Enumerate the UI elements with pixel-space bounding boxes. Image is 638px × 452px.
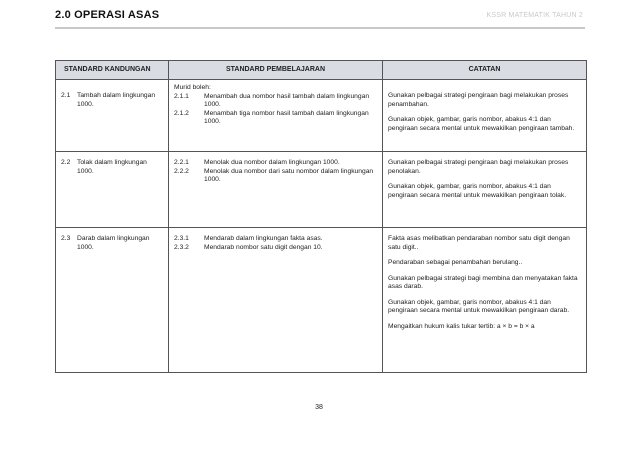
- standard-pembelajaran-cell: [169, 228, 383, 373]
- note-paragraph: Gunakan objek, gambar, garis nombor, abakus 4:1 dan pengiraan secara mental untuk mewakilkan pengiraan tolak.: [388, 183, 567, 199]
- learning-standard-text: Mendarab dalam lingkungan fakta asas.: [204, 235, 323, 242]
- note-paragraph: Mengaitkan hukum kalis tukar tertib: a × b = b × a: [388, 323, 535, 331]
- note-paragraph: Pendaraban sebagai penambahan berulang..: [388, 259, 523, 267]
- table-header-row: [56, 61, 587, 80]
- note-paragraph: Gunakan pelbagai strategi bagi membina dan menyatakan fakta asas darab.: [388, 274, 578, 291]
- standard-kandungan-cell: [56, 228, 169, 373]
- content-standard-number: 2.1: [61, 92, 71, 99]
- content-standard-text: Tolak dalam lingkungan 1000.: [77, 159, 147, 175]
- note-paragraph: Gunakan objek, gambar, garis nombor, abakus 4:1 dan pengiraan secara mental untuk mewakilkan pengiraan darab.: [388, 298, 570, 315]
- table-row: [56, 228, 587, 373]
- learning-standard-text: Menambah dua nombor hasil tambah dalam lingkungan 1000.: [204, 92, 370, 109]
- learning-standard-text: Menolak dua nombor dari satu nombor dalam lingkungan 1000.: [204, 167, 374, 184]
- note-paragraph: Gunakan pelbagai strategi pengiraan bagi melakukan proses penambahan.: [388, 92, 569, 108]
- standard-kandungan-cell: [56, 80, 169, 152]
- learning-standard-item: [174, 93, 377, 110]
- page-header: [55, 5, 583, 29]
- table-row: [56, 80, 587, 152]
- learning-standard-number: 2.2.1: [174, 159, 189, 166]
- content-standard-text: Tambah dalam lingkungan 1000.: [77, 92, 156, 108]
- note-paragraph: Fakta asas melibatkan pendaraban nombor satu digit dengan satu digit..: [388, 235, 570, 251]
- header-divider: [55, 27, 585, 29]
- learning-standard-number: 2.2.2: [174, 167, 189, 175]
- standard-pembelajaran-cell: [169, 80, 383, 152]
- note-paragraph: Gunakan objek, gambar, garis nombor, abakus 4:1 dan pengiraan secara mental untuk mewakilkan pengiraan tambah.: [388, 116, 575, 132]
- learning-standard-number: 2.3.2: [174, 243, 189, 251]
- learning-standard-text: Menolak dua nombor dalam lingkungan 1000.: [204, 159, 340, 166]
- learning-standard-number: 2.1.1: [174, 92, 189, 100]
- learning-standard-text: Mendarab nombor satu digit dengan 10.: [204, 243, 323, 251]
- learning-standard-item: [174, 235, 377, 244]
- table-row: [56, 152, 587, 228]
- learning-standard-item: [174, 168, 377, 185]
- column-header-standard-kandungan: STANDARD KANDUNGAN: [56, 61, 169, 80]
- content-standard-number: 2.3: [61, 235, 71, 242]
- section-title: 2.0 OPERASI ASAS: [55, 9, 160, 21]
- catatan-cell: [383, 152, 587, 228]
- content-standard: [61, 159, 163, 176]
- catatan-cell: [383, 80, 587, 152]
- learning-standard-text: Menambah tiga nombor hasil tambah dalam lingkungan 1000.: [204, 109, 369, 126]
- column-header-catatan: CATATAN: [383, 61, 587, 80]
- learning-standard-item: [174, 159, 377, 168]
- standard-kandungan-cell: [56, 152, 169, 228]
- document-subtitle: KSSR MATEMATIK TAHUN 2: [486, 12, 583, 19]
- page-number: 38: [315, 404, 323, 411]
- content-standard-text: Darab dalam lingkungan 1000.: [77, 235, 150, 251]
- note-paragraph: Gunakan pelbagai strategi pengiraan bagi melakukan proses penolakan.: [388, 159, 569, 175]
- column-header-standard-pembelajaran: STANDARD PEMBELAJARAN: [169, 61, 383, 80]
- standard-pembelajaran-cell: [169, 152, 383, 228]
- learning-standard-number: 2.3.1: [174, 235, 189, 242]
- content-standard: [61, 92, 163, 109]
- catatan-cell: [383, 228, 587, 373]
- content-standard: [61, 235, 163, 252]
- curriculum-table: [55, 60, 587, 373]
- learning-standard-item: [174, 244, 377, 253]
- learning-standard-item: [174, 110, 377, 127]
- content-standard-number: 2.2: [61, 159, 71, 166]
- learning-standard-intro: Murid boleh:: [174, 84, 211, 91]
- learning-standard-number: 2.1.2: [174, 109, 189, 117]
